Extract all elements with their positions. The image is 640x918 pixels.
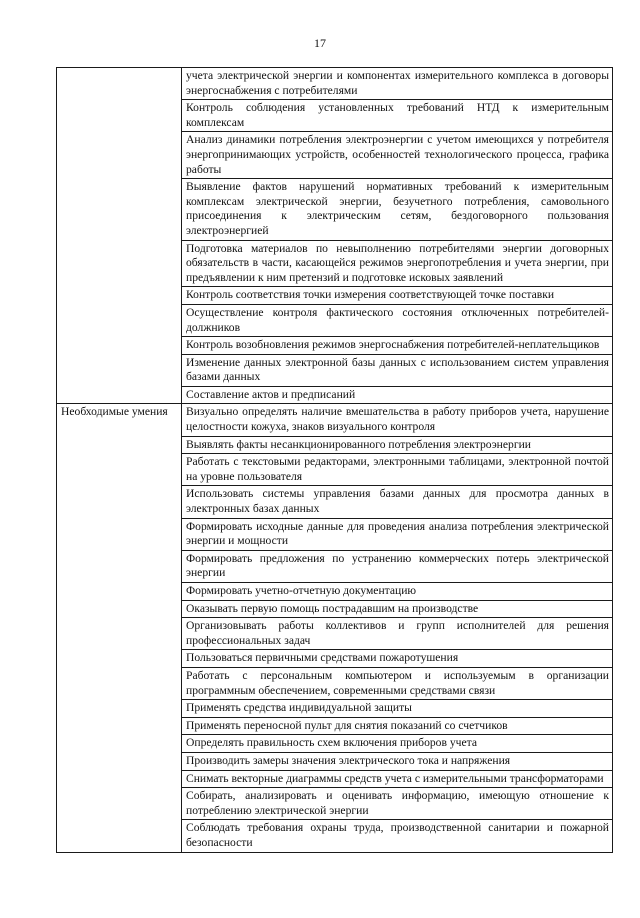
table-cell-text: Применять переносной пульт для снятия показаний со счетчиков bbox=[182, 717, 613, 735]
table-cell-text: Работать с текстовыми редакторами, электронными таблицами, электронной почтой на уровне пользователя bbox=[182, 454, 613, 486]
table-cell-text: Оказывать первую помощь пострадавшим на производстве bbox=[182, 600, 613, 618]
table-body bbox=[57, 68, 613, 853]
table-cell-text: Определять правильность схем включения приборов учета bbox=[182, 735, 613, 753]
table-cell-text: Работать с персональным компьютером и используемым в организации программным обеспечением, современными средствами связи bbox=[182, 667, 613, 699]
table-cell-text: Формировать предложения по устранению коммерческих потерь электрической энергии bbox=[182, 550, 613, 582]
table-cell-text: Организовывать работы коллективов и групп исполнителей для решения профессиональных задач bbox=[182, 618, 613, 650]
table-cell-text: Составление актов и предписаний bbox=[182, 386, 613, 404]
table-cell-text: Соблюдать требования охраны труда, производственной санитарии и пожарной безопасности bbox=[182, 820, 613, 852]
required-skills-section-label: Необходимые умения bbox=[57, 404, 182, 852]
competency-table bbox=[56, 67, 613, 853]
table-cell-text: Собирать, анализировать и оценивать информацию, имеющую отношение к потреблению электрической энергии bbox=[182, 788, 613, 820]
table-cell-text: Выявлять факты несанкционированного потребления электроэнергии bbox=[182, 436, 613, 454]
table-cell-text: учета электрической энергии и компонентах измерительного комплекса в договоры энергоснабжения с потребителями bbox=[182, 68, 613, 100]
table-cell-text: Пользоваться первичными средствами пожаротушения bbox=[182, 650, 613, 668]
table-row bbox=[57, 68, 613, 100]
page-number: 17 bbox=[314, 36, 326, 50]
table-cell-text: Производить замеры значения электрического тока и напряжения bbox=[182, 752, 613, 770]
table-cell-text: Подготовка материалов по невыполнению потребителями энергии договорных обязательств в части, касающейся режимов энергопотребления и учета энергии, при предъявлении к ним претензий и подготовке исковых заявлений bbox=[182, 240, 613, 287]
table-row bbox=[57, 404, 613, 436]
table-cell-text: Визуально определять наличие вмешательства в работу приборов учета, нарушение целостности кожуха, знаков визуального контроля bbox=[182, 404, 613, 436]
table-cell-text: Формировать исходные данные для проведения анализа потребления электрической энергии и мощности bbox=[182, 518, 613, 550]
continued-section-label bbox=[57, 68, 182, 404]
table-cell-text: Снимать векторные диаграммы средств учета с измерительными трансформаторами bbox=[182, 770, 613, 788]
table-cell-text: Изменение данных электронной базы данных с использованием систем управления базами данных bbox=[182, 354, 613, 386]
table-cell-text: Использовать системы управления базами данных для просмотра данных в электронных базах данных bbox=[182, 486, 613, 518]
table-cell-text: Выявление фактов нарушений нормативных требований к измерительным комплексам электрической энергии, безучетного потребления, самовольного присоединения к электрическим сетям, бездоговорного пользования электроэнергией bbox=[182, 179, 613, 240]
table-cell-text: Анализ динамики потребления электроэнергии с учетом имеющихся у потребителя энергопринимающих устройств, особенностей технологического процесса, графика работы bbox=[182, 132, 613, 179]
table-cell-text: Осуществление контроля фактического состояния отключенных потребителей-должников bbox=[182, 304, 613, 336]
table-cell-text: Формировать учетно-отчетную документацию bbox=[182, 583, 613, 601]
table-cell-text: Контроль соблюдения установленных требований НТД к измерительным комплексам bbox=[182, 100, 613, 132]
table-cell-text: Контроль соответствия точки измерения соответствующей точке поставки bbox=[182, 287, 613, 305]
table-cell-text: Контроль возобновления режимов энергоснабжения потребителей-неплательщиков bbox=[182, 337, 613, 355]
table-cell-text: Применять средства индивидуальной защиты bbox=[182, 700, 613, 718]
